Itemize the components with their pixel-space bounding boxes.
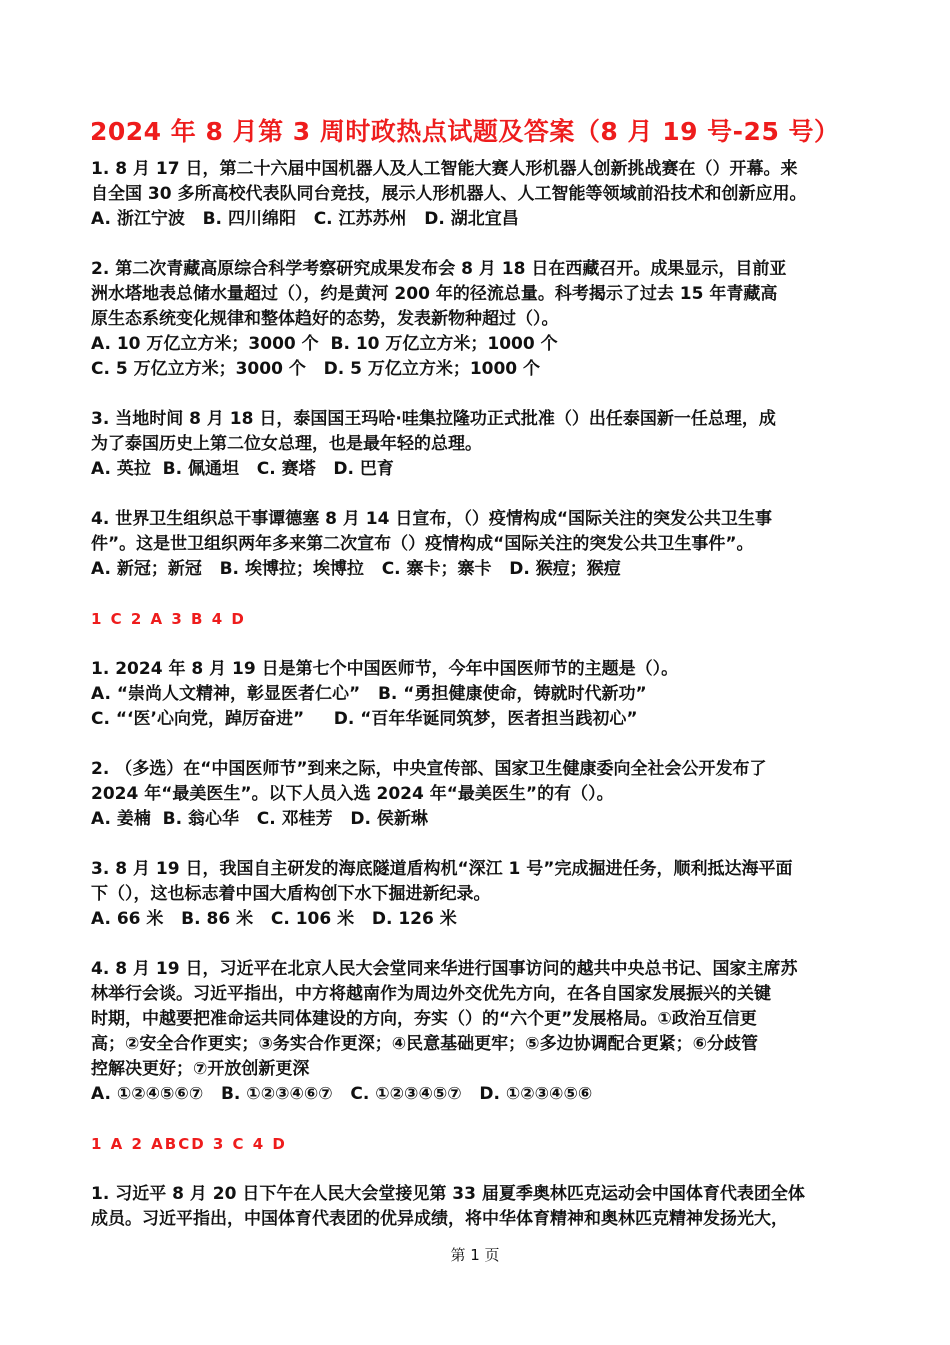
question-line: 林举行会谈。习近平指出，中方将越南作为周边外交优先方向，在各自国家发展振兴的关键 <box>91 984 771 1004</box>
question-line: 1. 习近平 8 月 20 日下午在人民大会堂接见第 33 届夏季奥林匹克运动会中国体育代表团全体 <box>91 1184 805 1204</box>
question-line: 2. 第二次青藏高原综合科学考察研究成果发布会 8 月 18 日在西藏召开。成果显示，目前亚 <box>91 259 787 279</box>
question-options: A. ①②④⑤⑥⑦ B. ①②③④⑥⑦ C. ①②③④⑤⑦ D. ①②③④⑤⑥ <box>91 1084 593 1104</box>
question-item <box>91 857 881 932</box>
question-line: 1. 8 月 17 日，第二十六届中国机器人及人工智能大赛人形机器人创新挑战赛在（）开幕。来 <box>91 159 798 179</box>
answer-key: 1 A 2 ABCD 3 C 4 D <box>91 1135 287 1153</box>
document-title: 2024 年 8 月第 3 周时政热点试题及答案（8 月 19 号-25 号） <box>90 117 840 146</box>
question-line: 3. 8 月 19 日，我国自主研发的海底隧道盾构机“深江 1 号”完成掘进任务，顺利抵达海平面 <box>91 859 793 879</box>
question-line: 4. 世界卫生组织总干事谭德塞 8 月 14 日宣布，（）疫情构成“国际关注的突发公共卫生事 <box>91 509 773 529</box>
question-options: A. 姜楠 B. 翁心华 C. 邓桂芳 D. 侯新琳 <box>91 809 428 829</box>
question-options: A. 66 米 B. 86 米 C. 106 米 D. 126 米 <box>91 909 457 929</box>
question-options: C. 5 万亿立方米；3000 个 D. 5 万亿立方米；1000 个 <box>91 359 541 379</box>
question-options: C. “‘医’心向党，踔厉奋进” D. “百年华诞同筑梦，医者担当践初心” <box>91 709 638 729</box>
question-options: A. 英拉 B. 佩通坦 C. 赛塔 D. 巴育 <box>91 459 394 479</box>
question-line: 件”。这是世卫组织两年多来第二次宣布（）疫情构成“国际关注的突发公共卫生事件”。 <box>91 534 754 554</box>
question-section <box>91 657 881 1182</box>
question-line: 自全国 30 多所高校代表队同台竞技，展示人形机器人、人工智能等领域前沿技术和创新应用。 <box>91 184 807 204</box>
question-item <box>91 657 881 732</box>
question-item <box>91 257 881 382</box>
question-item <box>91 957 881 1107</box>
question-item <box>91 157 881 232</box>
answer-key: 1 C 2 A 3 B 4 D <box>91 610 246 628</box>
question-line: 控解决更好；⑦开放创新更深 <box>91 1059 310 1079</box>
question-line: 成员。习近平指出，中国体育代表团的优异成绩，将中华体育精神和奥林匹克精神发扬光大， <box>91 1209 788 1229</box>
question-line: 下（），这也标志着中国大盾构创下水下掘进新纪录。 <box>91 884 491 904</box>
question-line: 1. 2024 年 8 月 19 日是第七个中国医师节，今年中国医师节的主题是（）。 <box>91 659 679 679</box>
question-line: 为了泰国历史上第二位女总理，也是最年轻的总理。 <box>91 434 482 454</box>
question-line: 4. 8 月 19 日，习近平在北京人民大会堂同来华进行国事访问的越共中央总书记、国家主席苏 <box>91 959 798 979</box>
question-line: 原生态系统变化规律和整体趋好的态势，发表新物种超过（）。 <box>91 309 559 329</box>
question-line: 2. （多选）在“中国医师节”到来之际，中央宣传部、国家卫生健康委向全社会公开发布了 <box>91 759 767 779</box>
question-item <box>91 507 881 582</box>
question-item <box>91 407 881 482</box>
question-line: 时期，中越要把准命运共同体建设的方向，夯实（）的“六个更”发展格局。①政治互信更 <box>91 1009 757 1029</box>
page-number: 第 1 页 <box>450 1246 500 1264</box>
question-options: A. “崇尚人文精神，彰显医者仁心” B. “勇担健康使命，铸就时代新功” <box>91 684 647 704</box>
question-section <box>91 157 881 657</box>
question-line: 洲水塔地表总储水量超过（），约是黄河 200 年的径流总量。科考揭示了过去 15 年青藏高 <box>91 284 778 304</box>
question-line: 2024 年“最美医生”。以下人员入选 2024 年“最美医生”的有（）。 <box>91 784 614 804</box>
question-line: 高；②安全合作更实；③务实合作更深；④民意基础更牢；⑤多边协调配合更紧；⑥分歧管 <box>91 1034 758 1054</box>
question-item <box>91 757 881 832</box>
question-options: A. 浙江宁波 B. 四川绵阳 C. 江苏苏州 D. 湖北宜昌 <box>91 209 519 229</box>
question-item <box>91 1182 881 1232</box>
question-options: A. 新冠；新冠 B. 埃博拉；埃博拉 C. 寨卡；寨卡 D. 猴痘；猴痘 <box>91 559 621 579</box>
question-line: 3. 当地时间 8 月 18 日，泰国国王玛哈·哇集拉隆功正式批准（）出任泰国新一任总理，成 <box>91 409 776 429</box>
question-section <box>91 1182 881 1232</box>
question-options: A. 10 万亿立方米；3000 个 B. 10 万亿立方米；1000 个 <box>91 334 558 354</box>
document-body <box>91 157 881 1232</box>
